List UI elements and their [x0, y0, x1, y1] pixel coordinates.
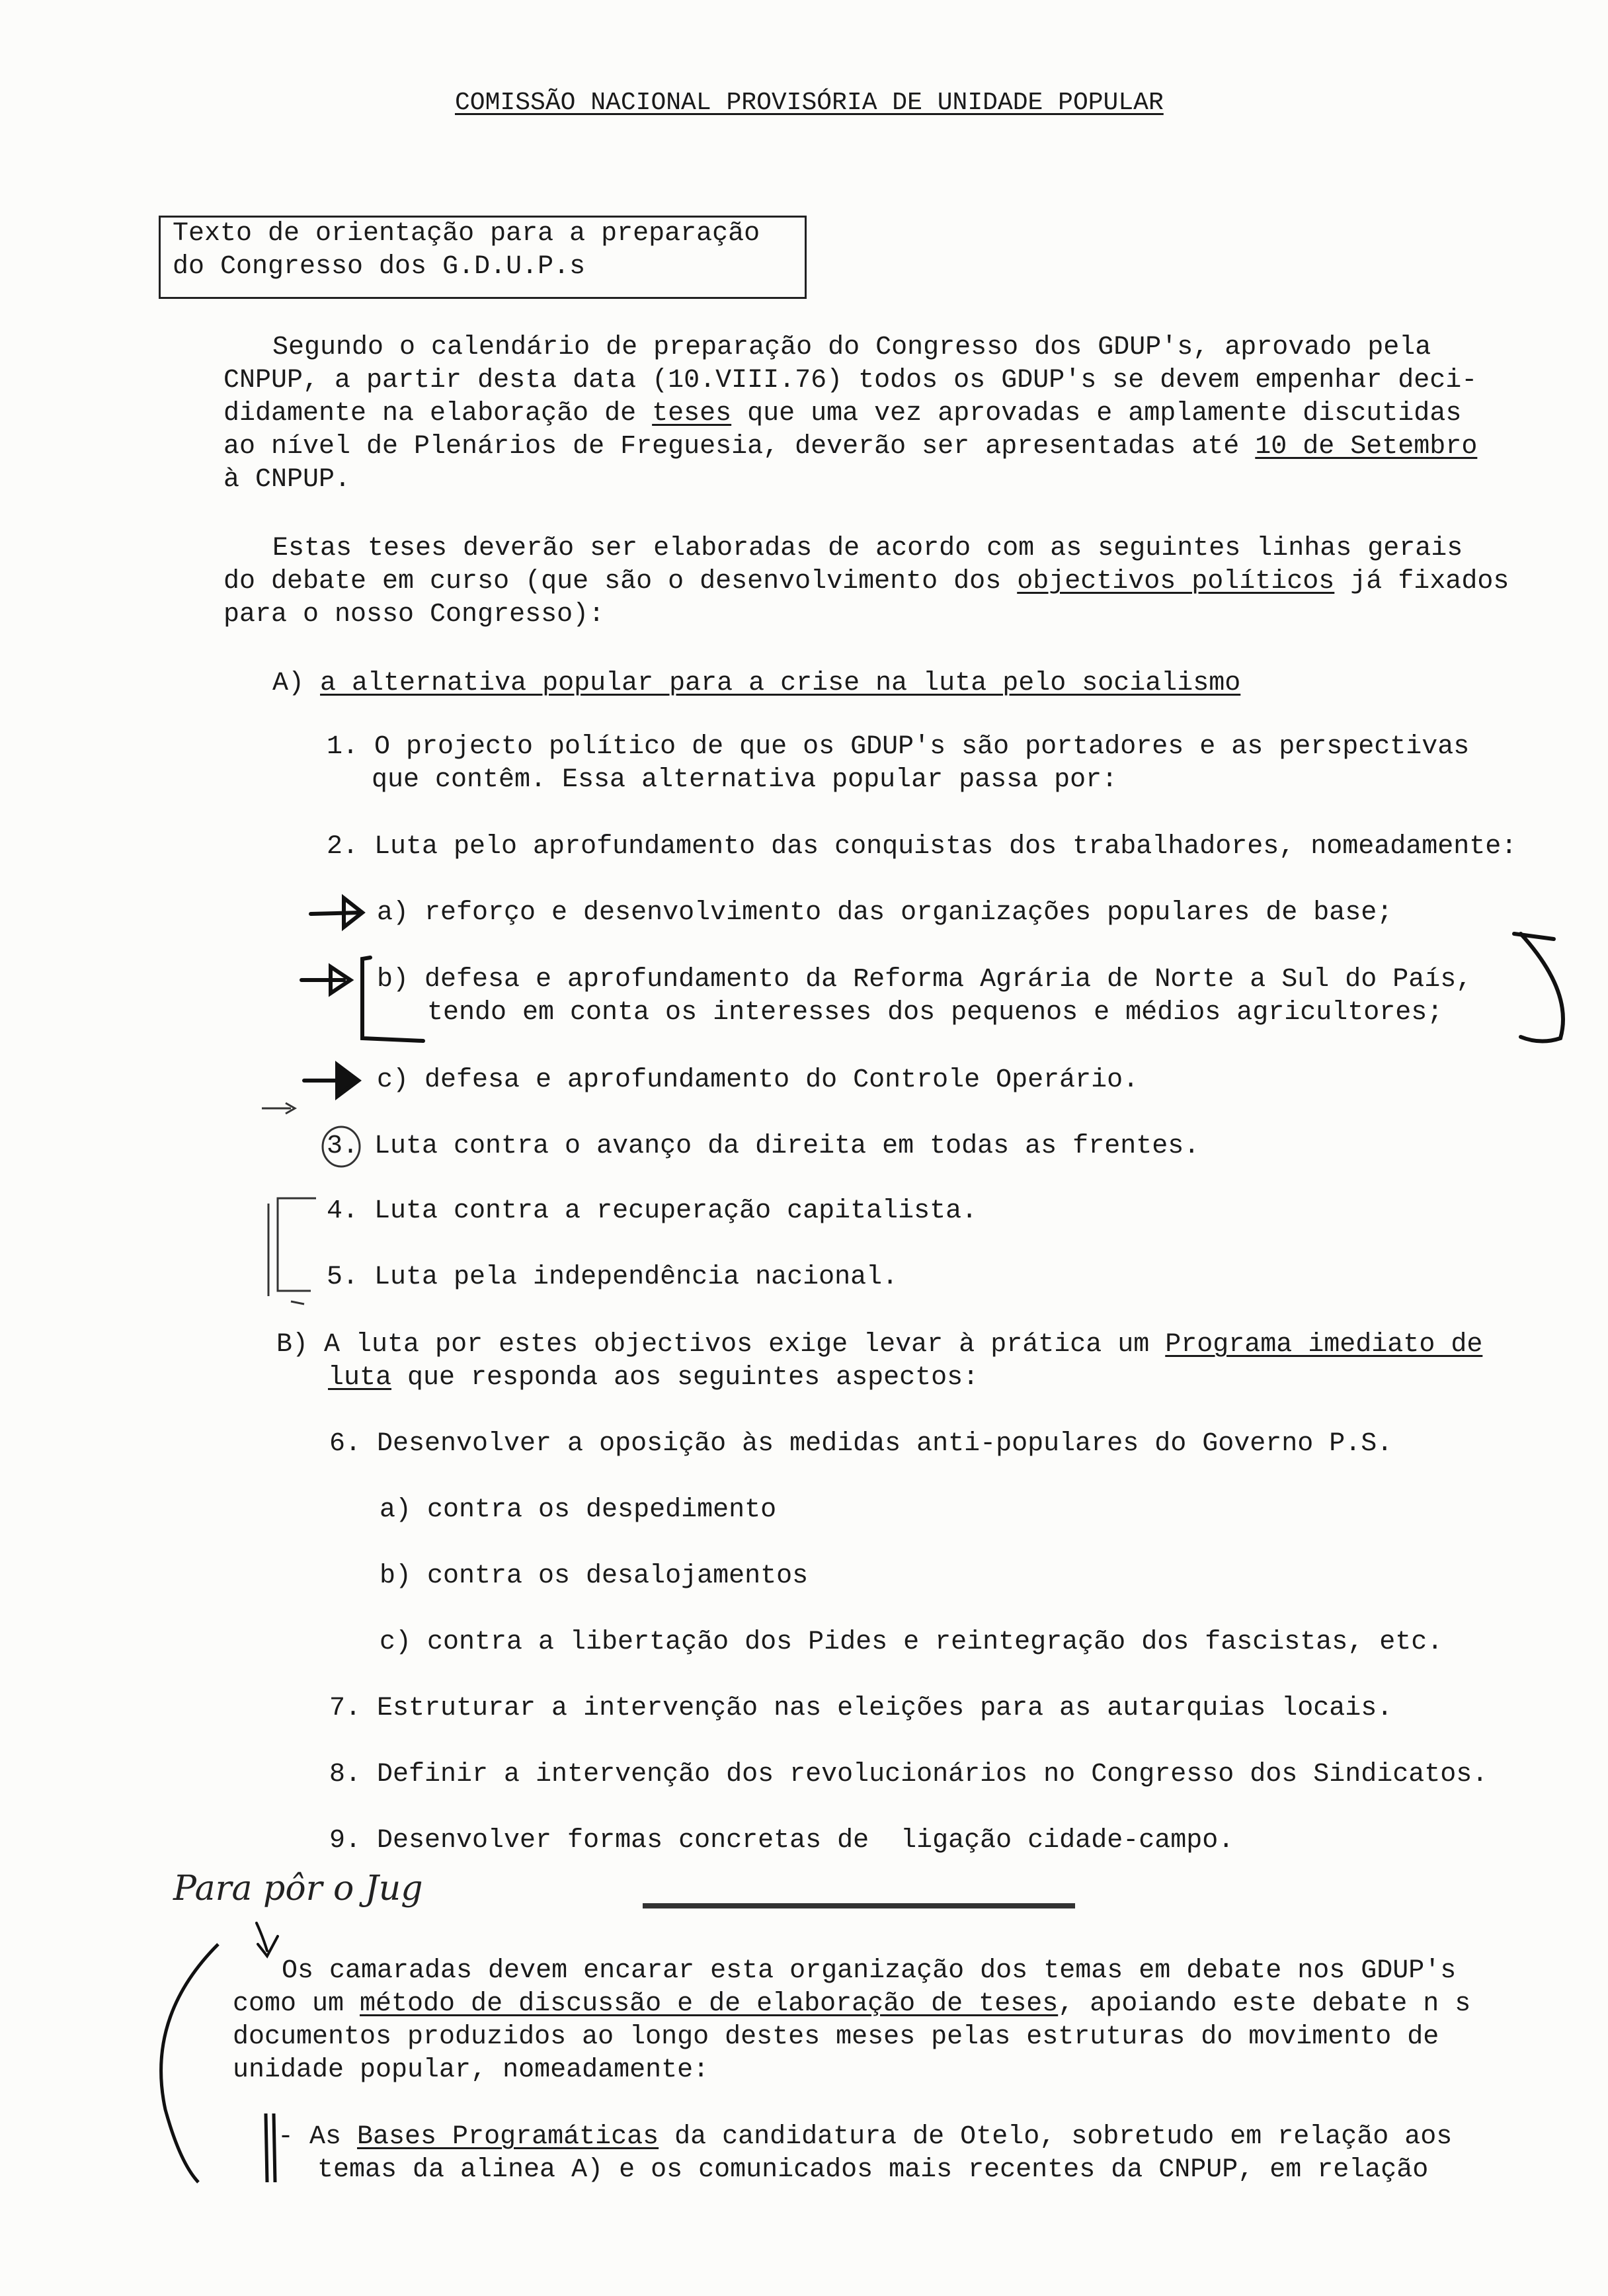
- item-6c: c) contra a libertação dos Pides e reintegração dos fascistas, etc.: [380, 1627, 1443, 1657]
- item-3: 3. Luta contra o avanço da direita em todas as frentes.: [327, 1131, 1200, 1161]
- bullet-line2: temas da alinea A) e os comunicados mais recentes da CNPUP, em relação: [317, 2155, 1429, 2185]
- item-9: 9. Desenvolver formas concretas de ligação cidade-campo.: [329, 1826, 1234, 1856]
- small-arrow-icon: [262, 1103, 295, 1114]
- section-b-line2: luta que responda aos seguintes aspectos:: [328, 1363, 979, 1393]
- item-6a: a) contra os despedimento: [380, 1495, 777, 1525]
- boxed-title-line2: do Congresso dos G.D.U.P.s: [173, 252, 586, 282]
- section-b-line1: B) A luta por estes objectivos exige levar à prática um Programa imediato de: [276, 1330, 1483, 1360]
- handwritten-note: Para pôr o Jug: [173, 1869, 423, 1908]
- boxed-title-line1: Texto de orientação para a preparação: [173, 219, 760, 249]
- item-6b: b) contra os desalojamentos: [380, 1561, 809, 1591]
- item-2a: a) reforço e desenvolvimento das organizações populares de base;: [377, 898, 1393, 928]
- arrow-icon: [311, 898, 362, 927]
- intro-line5: à CNPUP.: [223, 465, 351, 495]
- double-line-mark: [266, 2113, 275, 2182]
- item-2: 2. Luta pelo aprofundamento das conquistas dos trabalhadores, nomeadamente:: [327, 832, 1517, 862]
- item-7: 7. Estruturar a intervenção nas eleições para as autarquias locais.: [329, 1694, 1393, 1723]
- intro-line1: Segundo o calendário de preparação do Congresso dos GDUP's, aprovado pela: [272, 333, 1431, 362]
- closing-line2: como um método de discussão e de elaboração de teses, apoiando este debate n s: [233, 1989, 1471, 2019]
- section-a-heading: A) a alternativa popular para a crise na luta pelo socialismo: [272, 669, 1241, 698]
- item-8: 8. Definir a intervenção dos revolucionários no Congresso dos Sindicatos.: [329, 1760, 1488, 1789]
- item-5: 5. Luta pela independência nacional.: [327, 1262, 899, 1292]
- intro-line4: ao nível de Plenários de Freguesia, deverão ser apresentadas até 10 de Setembro: [223, 432, 1478, 462]
- intro-line2: CNPUP, a partir desta data (10.VIII.76) todos os GDUP's se devem empenhar deci-: [223, 366, 1478, 395]
- arrow-icon: [304, 1065, 358, 1096]
- arrow-down-icon: [257, 1923, 278, 1956]
- closing-line3: documentos produzidos ao longo destes meses pelas estruturas do movimento de: [233, 2022, 1439, 2052]
- parenthesis-mark: [161, 1944, 218, 2182]
- page-header: COMISSÃO NACIONAL PROVISÓRIA DE UNIDADE POPULAR: [455, 89, 1164, 117]
- item-2b-line1: b) defesa e aprofundamento da Reforma Agrária de Norte a Sul do País,: [377, 965, 1472, 995]
- arrow-icon: [302, 967, 350, 993]
- guidelines-line1: Estas teses deverão ser elaboradas de acordo com as seguintes linhas gerais: [272, 534, 1463, 563]
- bullet-line1: - As Bases Programáticas da candidatura de Otelo, sobretudo em relação aos: [278, 2122, 1453, 2152]
- bracket-mark: [268, 1198, 316, 1304]
- circle-mark: [323, 1127, 360, 1167]
- intro-line3: didamente na elaboração de teses que uma vez aprovadas e amplamente discutidas: [223, 399, 1462, 429]
- item-2c: c) defesa e aprofundamento do Controle Operário.: [377, 1065, 1139, 1095]
- bracket-mark: [362, 934, 1563, 1042]
- guidelines-line2: do debate em curso (que são o desenvolvimento dos objectivos políticos já fixados: [223, 567, 1509, 596]
- item-1-line2: que contêm. Essa alternativa popular passa por:: [372, 765, 1118, 795]
- closing-line1: Os camaradas devem encarar esta organização dos temas em debate nos GDUP's: [282, 1956, 1457, 1986]
- item-6: 6. Desenvolver a oposição às medidas anti-populares do Governo P.S.: [329, 1429, 1393, 1459]
- item-4: 4. Luta contra a recuperação capitalista.: [327, 1196, 978, 1226]
- item-1-line1: 1. O projecto político de que os GDUP's são portadores e as perspectivas: [327, 732, 1470, 762]
- closing-line4: unidade popular, nomeadamente:: [233, 2055, 709, 2085]
- item-2b-line2: tendo em conta os interesses dos pequenos e médios agricultores;: [427, 998, 1443, 1028]
- guidelines-line3: para o nosso Congresso):: [223, 600, 605, 630]
- separator-line: [643, 1903, 1075, 1908]
